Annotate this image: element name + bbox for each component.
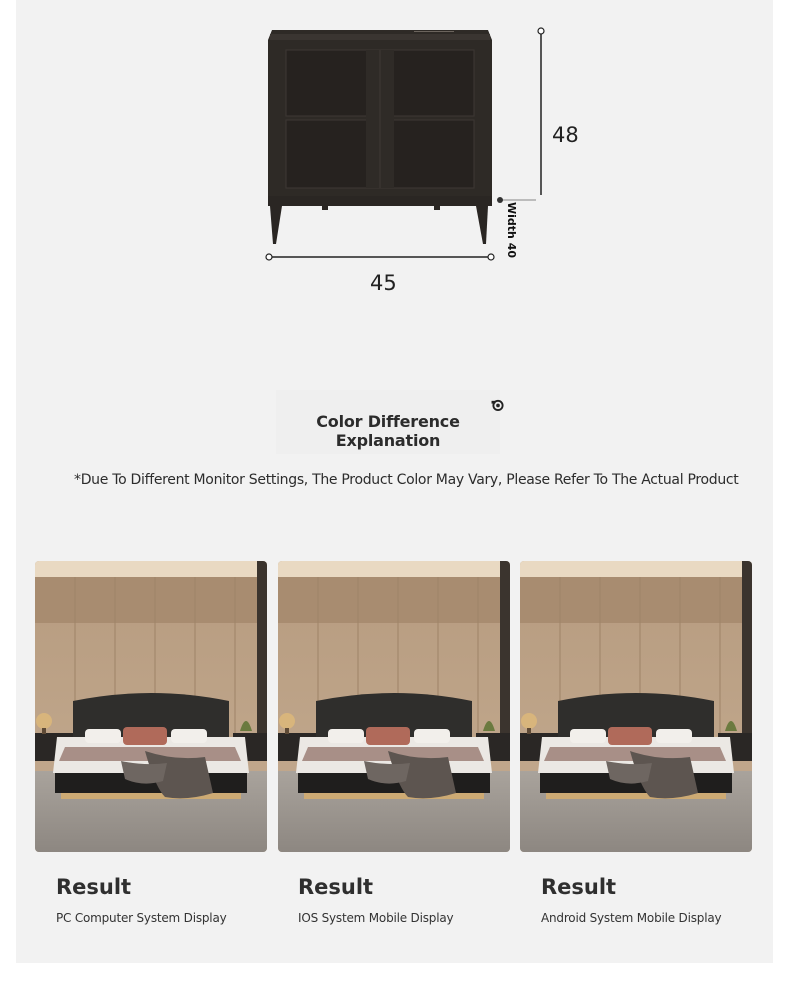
- width-dimension-label: 45: [370, 271, 397, 295]
- height-dimension-label: 48: [552, 123, 579, 147]
- section-title: Color Difference Explanation: [316, 412, 460, 450]
- card-title-ios: Result: [298, 875, 374, 899]
- bedroom-image-ios: [278, 561, 510, 852]
- camera-icon: [490, 399, 506, 411]
- bedroom-image-android: [520, 561, 752, 852]
- depth-dimension-label: Width 40: [505, 202, 518, 259]
- nightstand-illustration: [268, 30, 492, 244]
- card-subtitle-android: Android System Mobile Display: [541, 911, 722, 925]
- title-box: [276, 390, 500, 454]
- card-title-android: Result: [541, 875, 617, 899]
- card-subtitle-pc: PC Computer System Display: [56, 911, 227, 925]
- color-notice: *Due To Different Monitor Settings, The Product Color May Vary, Please Refer To The Actual Product: [74, 472, 739, 488]
- nightstand-dimension-diagram: [0, 0, 790, 310]
- card-title-pc: Result: [56, 875, 132, 899]
- card-subtitle-ios: IOS System Mobile Display: [298, 911, 454, 925]
- bedroom-image-pc: [35, 561, 267, 852]
